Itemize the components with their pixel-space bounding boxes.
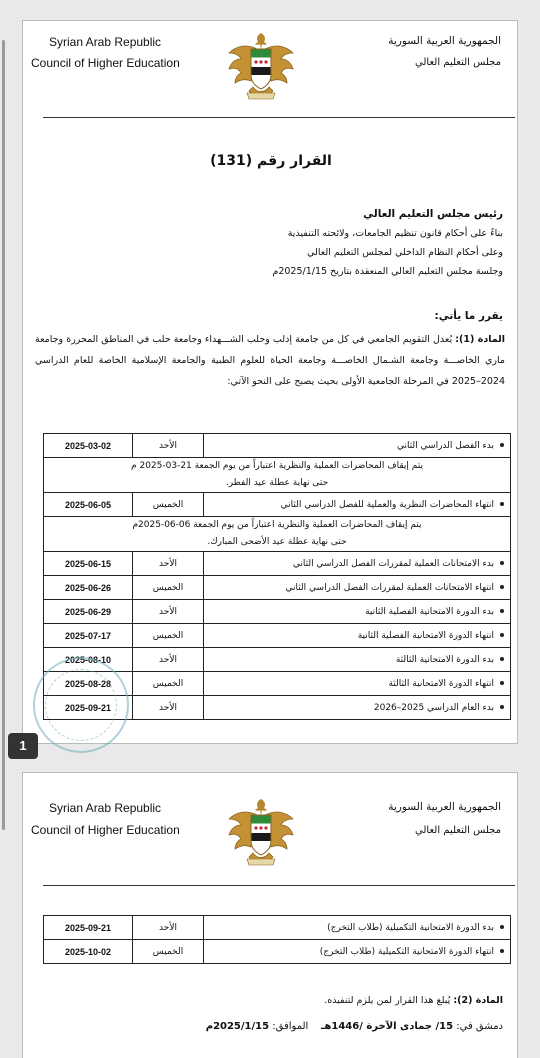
day-cell: الخميس [133, 940, 204, 964]
event-label: انتهاء الدورة الامتحانية الثالثة [388, 678, 494, 689]
date-cell: 2025-06-05 [44, 493, 133, 517]
table-row [44, 576, 511, 600]
signoff-label: الموافق: [272, 1021, 309, 1032]
day-cell: الأحد [133, 916, 204, 940]
event-cell [204, 434, 511, 458]
event-label: انتهاء المحاضرات النظرية والعملية للفصل الدراسي الثاني [280, 499, 494, 510]
day-cell: الأحد [133, 696, 204, 720]
event-label: انتهاء الدورة الامتحانية التكميلية (طلاب التخرج) [319, 946, 494, 957]
day-cell: الأحد [133, 552, 204, 576]
basis-line-3: وجلسة مجلس التعليم العالي المنعقدة بتاريخ 2025/1/15م [272, 266, 503, 277]
decides-heading: يقرر ما يأتي: [434, 310, 503, 322]
day-cell: الخميس [133, 493, 204, 517]
basis-line-1: بناءً على أحكام قانون تنظيم الجامعات، ولائحته التنفيذية [287, 228, 503, 239]
event-label: بدء الامتحانات العملية لمقررات الفصل الدراسي الثاني [292, 558, 494, 569]
article-1-label: المادة (1): [455, 334, 505, 345]
table-row [44, 940, 511, 964]
note-cell [44, 517, 511, 552]
day-cell: الخميس [133, 672, 204, 696]
date-cell: 2025-09-21 [44, 696, 133, 720]
page-number-badge: 1 [8, 733, 38, 759]
eagle-emblem-icon [227, 29, 295, 101]
date-cell: 2025-10-02 [44, 940, 133, 964]
date-cell: 2025-09-21 [44, 916, 133, 940]
bullet-icon [500, 443, 504, 447]
table-row [44, 434, 511, 458]
issuer-line: رئيس مجلس التعليم العالي [363, 208, 503, 220]
schedule-table-2 [43, 915, 511, 964]
date-cell: 2025-08-28 [44, 672, 133, 696]
bullet-icon [500, 705, 504, 709]
header-ar-line1: الجمهورية العربية السورية [388, 35, 501, 47]
event-label: بدء الفصل الدراسي الثاني [396, 440, 494, 451]
table-row-note [44, 517, 511, 552]
note-line-2: حتى نهاية عطلة عيد الأضحى المبارك. [207, 537, 347, 547]
bullet-icon [500, 925, 504, 929]
event-label: انتهاء الامتحانات العملية لمقررات الفصل الدراسي الثاني [285, 582, 494, 593]
header-en-line2: Council of Higher Education [31, 56, 180, 70]
header-divider [43, 885, 515, 886]
date-cell: 2025-06-26 [44, 576, 133, 600]
signoff-greg: 2025/1/15م [205, 1021, 270, 1032]
bullet-icon [500, 502, 504, 506]
bullet-icon [500, 681, 504, 685]
event-label: بدء الدورة الامتحانية الثالثة [395, 654, 494, 665]
day-cell: الخميس [133, 624, 204, 648]
basis-line-2: وعلى أحكام النظام الداخلي لمجلس التعليم العالي [307, 247, 503, 258]
official-stamp-icon [33, 657, 129, 753]
header-en-line2: Council of Higher Education [31, 823, 180, 837]
table-row [44, 552, 511, 576]
event-cell [204, 624, 511, 648]
scrollbar[interactable] [2, 40, 5, 830]
date-cell: 2025-03-02 [44, 434, 133, 458]
event-cell [204, 552, 511, 576]
day-cell: الخميس [133, 576, 204, 600]
table-row-note [44, 458, 511, 493]
bullet-icon [500, 585, 504, 589]
event-cell [204, 916, 511, 940]
event-label: انتهاء الدورة الامتحانية الفصلية الثانية [357, 630, 494, 641]
article-1 [35, 329, 505, 392]
day-cell: الأحد [133, 648, 204, 672]
signoff-line [206, 1017, 503, 1036]
article-1-text: يُعدل التقويم الجامعي في كل من جامعة إدلب وحلب الشـــهداء وجامعة حلب في المناطق المحررة وجامعة ماري الخاصـــة وجامعة الشـمال الخاصـــة وجامعة الحياة للعلوم الطبية والجامعة الإسلامية الخاصة للعام الدراسي 2024–2025 في المرحلة الجامعية الأولى بحيث يصبح على النحو الآتي: [35, 334, 505, 387]
bullet-icon [500, 609, 504, 613]
table-row [44, 600, 511, 624]
signoff-hijri: 15/ جمادى الآخرة /1446هـ [321, 1021, 454, 1032]
day-cell: الأحد [133, 434, 204, 458]
bullet-icon [500, 561, 504, 565]
date-cell: 2025-08-10 [44, 648, 133, 672]
note-line-1: يتم إيقاف المحاضرات العملية والنظرية اعتباراً من يوم الجمعة 06-06-2025م [132, 520, 422, 530]
document-page-1 [22, 20, 518, 744]
event-cell [204, 493, 511, 517]
header-ar-line2: مجلس التعليم العالي [415, 825, 501, 836]
day-cell: الأحد [133, 600, 204, 624]
event-cell [204, 696, 511, 720]
preamble [272, 205, 503, 281]
event-cell [204, 648, 511, 672]
header-ar-line2: مجلس التعليم العالي [415, 57, 501, 68]
decision-title: القرار رقم (131) [210, 153, 332, 169]
date-cell: 2025-06-15 [44, 552, 133, 576]
event-label: بدء الدورة الامتحانية التكميلية (طلاب التخرج) [327, 922, 494, 933]
signoff-place: دمشق في: [456, 1021, 503, 1032]
note-cell [44, 458, 511, 493]
article-2 [324, 991, 503, 1010]
article-2-text: يُبلغ هذا القرار لمن يلزم لتنفيذه. [324, 995, 451, 1006]
header-divider [43, 117, 515, 118]
date-cell: 2025-07-17 [44, 624, 133, 648]
table-row [44, 916, 511, 940]
event-label: بدء الدورة الامتحانية الفصلية الثانية [365, 606, 494, 617]
note-line-1: يتم إيقاف المحاضرات العملية والنظرية اعتباراً من يوم الجمعة 21-03-2025 م [131, 461, 423, 471]
header-en-line1: Syrian Arab Republic [49, 35, 162, 49]
event-cell [204, 672, 511, 696]
table-row [44, 624, 511, 648]
bullet-icon [500, 657, 504, 661]
eagle-emblem-icon [227, 795, 295, 867]
bullet-icon [500, 633, 504, 637]
article-2-label: المادة (2): [453, 995, 503, 1006]
bullet-icon [500, 949, 504, 953]
document-page-2 [22, 772, 518, 1058]
event-cell [204, 940, 511, 964]
table-row [44, 493, 511, 517]
header-ar-line1: الجمهورية العربية السورية [388, 801, 501, 813]
event-cell [204, 600, 511, 624]
table-row [44, 648, 511, 672]
date-cell: 2025-06-29 [44, 600, 133, 624]
event-label: بدء العام الدراسي 2025–2026 [373, 702, 494, 713]
note-line-2: حتى نهاية عطلة عيد الفطر. [225, 478, 329, 488]
header-en-line1: Syrian Arab Republic [49, 801, 162, 815]
event-cell [204, 576, 511, 600]
